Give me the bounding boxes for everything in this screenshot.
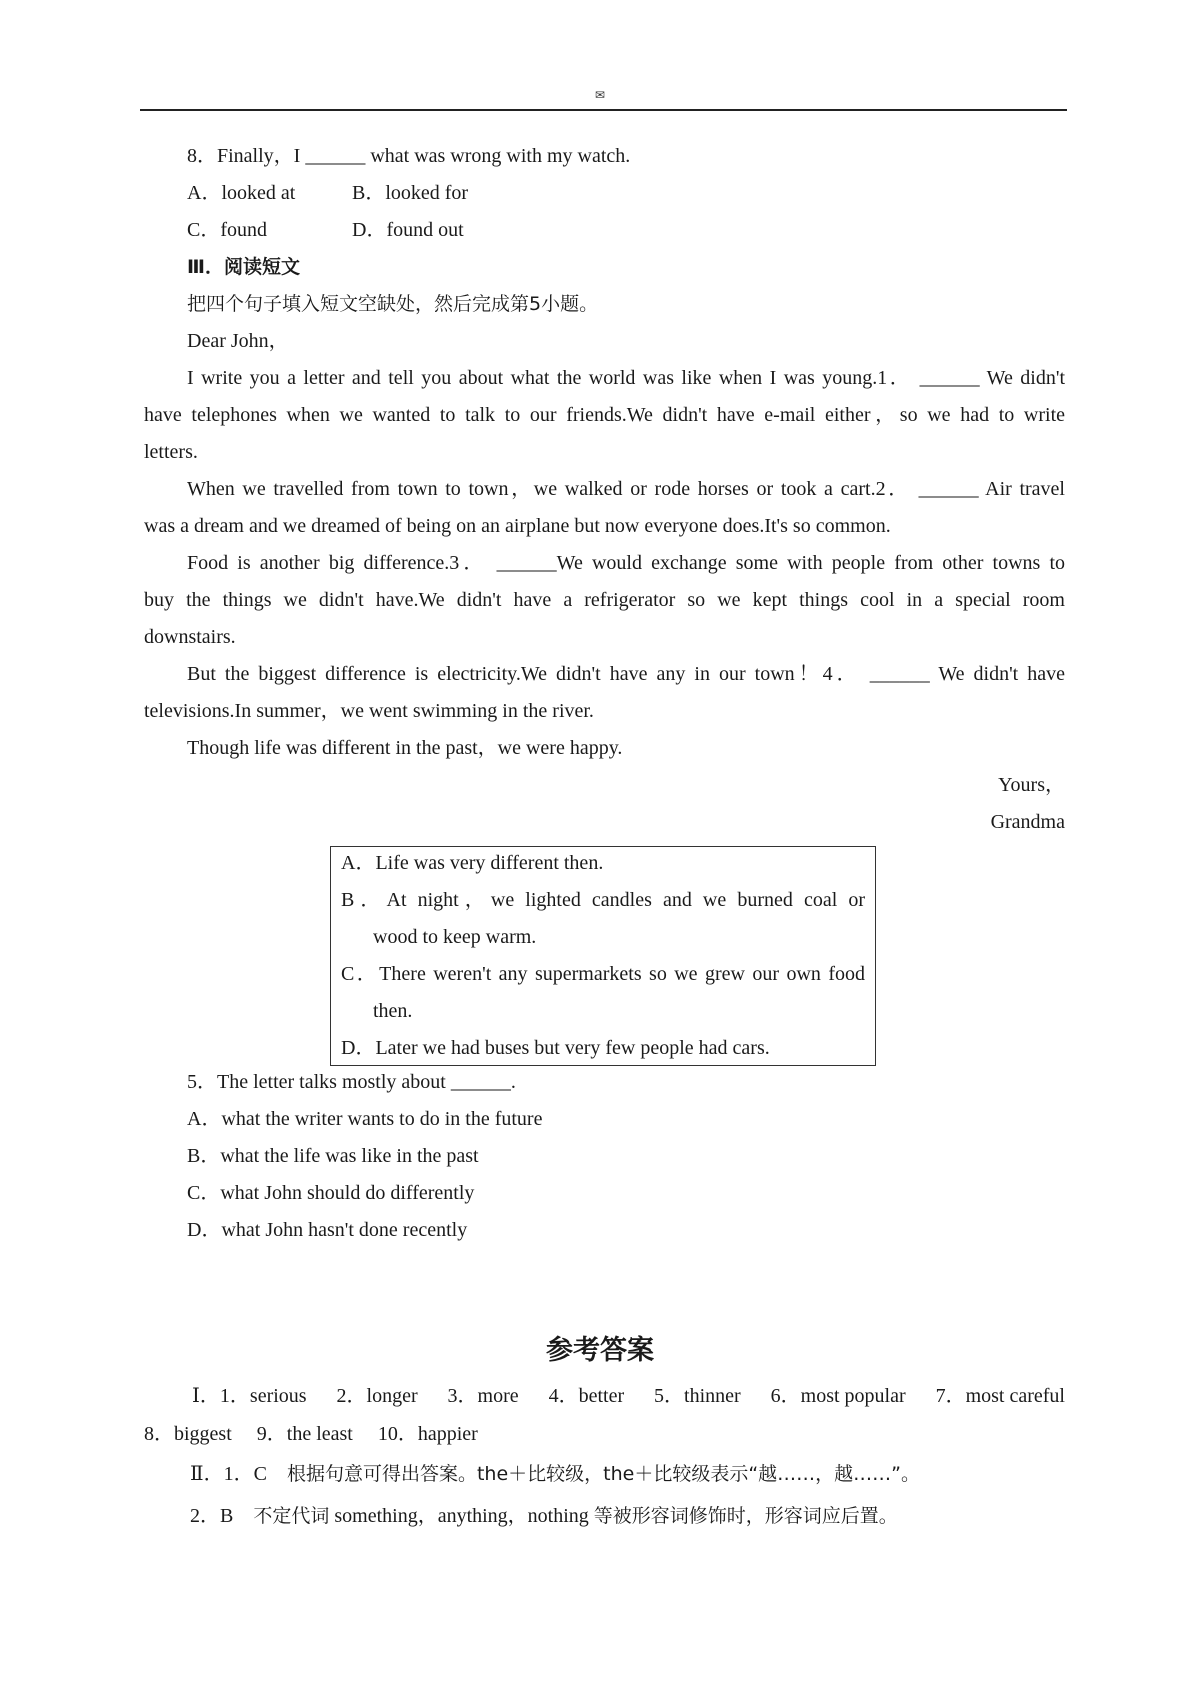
letter-p2-line1: When we travelled from town to town，we walked or rode horses or took a cart.2． ______ Air travel (187, 478, 1065, 500)
letter-p5-line1: Though life was different in the past，we were happy. (187, 737, 623, 759)
answer-item: 8．biggest (144, 1423, 232, 1445)
answer-item: 2．longer (336, 1385, 418, 1407)
answers-sec1-label: Ⅰ． (192, 1385, 220, 1407)
answer-item: 6．most popular (770, 1385, 906, 1407)
answers-title: 参考答案 (546, 1335, 654, 1366)
choices-box (330, 846, 876, 1066)
answer-item: 1．serious (219, 1385, 307, 1407)
header-mark: ✉ (594, 88, 606, 102)
q8-stem: 8．Finally，I ______ what was wrong with my watch. (187, 145, 631, 167)
answer-sec2-q2-words: something，anything，nothing (334, 1505, 589, 1527)
q8-options-row-1 (187, 179, 469, 207)
q8-options-row-2 (187, 216, 464, 244)
choice-c-line2: then. (373, 1000, 413, 1022)
answer-item: 10．happier (377, 1423, 478, 1445)
answers-sec1-line2 (144, 1420, 478, 1448)
answers-sec2-line2 (190, 1502, 898, 1530)
choice-b-line2: wood to keep warm. (373, 926, 537, 948)
answers-sec2-line1 (190, 1460, 920, 1488)
letter-p1-line2: have telephones when we wanted to talk to our friends.We didn't have e-mail either，so we had to write (144, 404, 1065, 426)
answer-item: 5．thinner (654, 1385, 741, 1407)
letter-p3-line1: Food is another big difference.3． ______We would exchange some with people from other towns to (187, 552, 1065, 574)
q5-stem: 5．The letter talks mostly about ______. (187, 1071, 516, 1093)
letter-p1-line3: letters. (144, 441, 198, 463)
section-heading: Ⅲ．阅读短文 (187, 256, 300, 278)
q8-option-a: A．looked at (187, 182, 296, 204)
q8-option-c: C．found (187, 219, 267, 241)
q8-option-d: D．found out (352, 219, 464, 241)
q5-option-b: B．what the life was like in the past (187, 1145, 479, 1167)
letter-p4-line2: televisions.In summer，we went swimming in the river. (144, 700, 594, 722)
answer-sec2-q1-note: 根据句意可得出答案。 (286, 1463, 477, 1485)
q5-option-c: C．what John should do differently (187, 1182, 475, 1204)
answer-item: 3．more (447, 1385, 519, 1407)
answer-item: 4．better (548, 1385, 625, 1407)
choice-d: D．Later we had buses but very few people had cars. (341, 1037, 770, 1059)
answer-item: 9．the least (256, 1423, 353, 1445)
q5-option-d: D．what John hasn't done recently (187, 1219, 468, 1241)
header-rule (140, 109, 1067, 111)
letter-p4-line1: But the biggest difference is electricity.We didn't have any in our town！4． ______ We didn't have (187, 663, 1065, 685)
choice-a: A．Life was very different then. (341, 852, 604, 874)
section-instruction: 把四个句子填入短文空缺处，然后完成第5小题。 (187, 293, 599, 315)
letter-p3-line3: downstairs. (144, 626, 236, 648)
letter-signature: Grandma (990, 811, 1065, 833)
answer-sec2-q2-note: 不定代词 (253, 1505, 330, 1527)
letter-p1-line1: I write you a letter and tell you about what the world was like when I was young.1． ______ We didn't (187, 367, 1065, 389)
answer-sec2-q1: Ⅱ．1．C (190, 1463, 267, 1485)
q8-option-b: B．looked for (352, 182, 469, 204)
answer-sec2-q1-rule: the＋比较级，the＋比较级表示“越……，越……”。 (476, 1463, 921, 1485)
letter-p3-line2: buy the things we didn't have.We didn't have a refrigerator so we kept things cool in a special room (144, 589, 1065, 611)
letter-p2-line2: was a dream and we dreamed of being on an airplane but now everyone does.It's so common. (144, 515, 891, 537)
answer-item: 7．most careful (935, 1385, 1065, 1407)
answer-sec2-q2-tail: 等被形容词修饰时，形容词应后置。 (593, 1505, 898, 1527)
choice-c-line1: C．There weren't any supermarkets so we grew our own food (341, 963, 865, 985)
choice-b-line1: B．At night，we lighted candles and we burned coal or (341, 889, 865, 911)
letter-closing: Yours， (998, 774, 1065, 796)
answer-sec2-q2: 2．B (190, 1505, 234, 1527)
answers-sec1-line1 (192, 1382, 1065, 1410)
letter-salutation: Dear John， (187, 330, 289, 352)
q5-option-a: A．what the writer wants to do in the future (187, 1108, 543, 1130)
